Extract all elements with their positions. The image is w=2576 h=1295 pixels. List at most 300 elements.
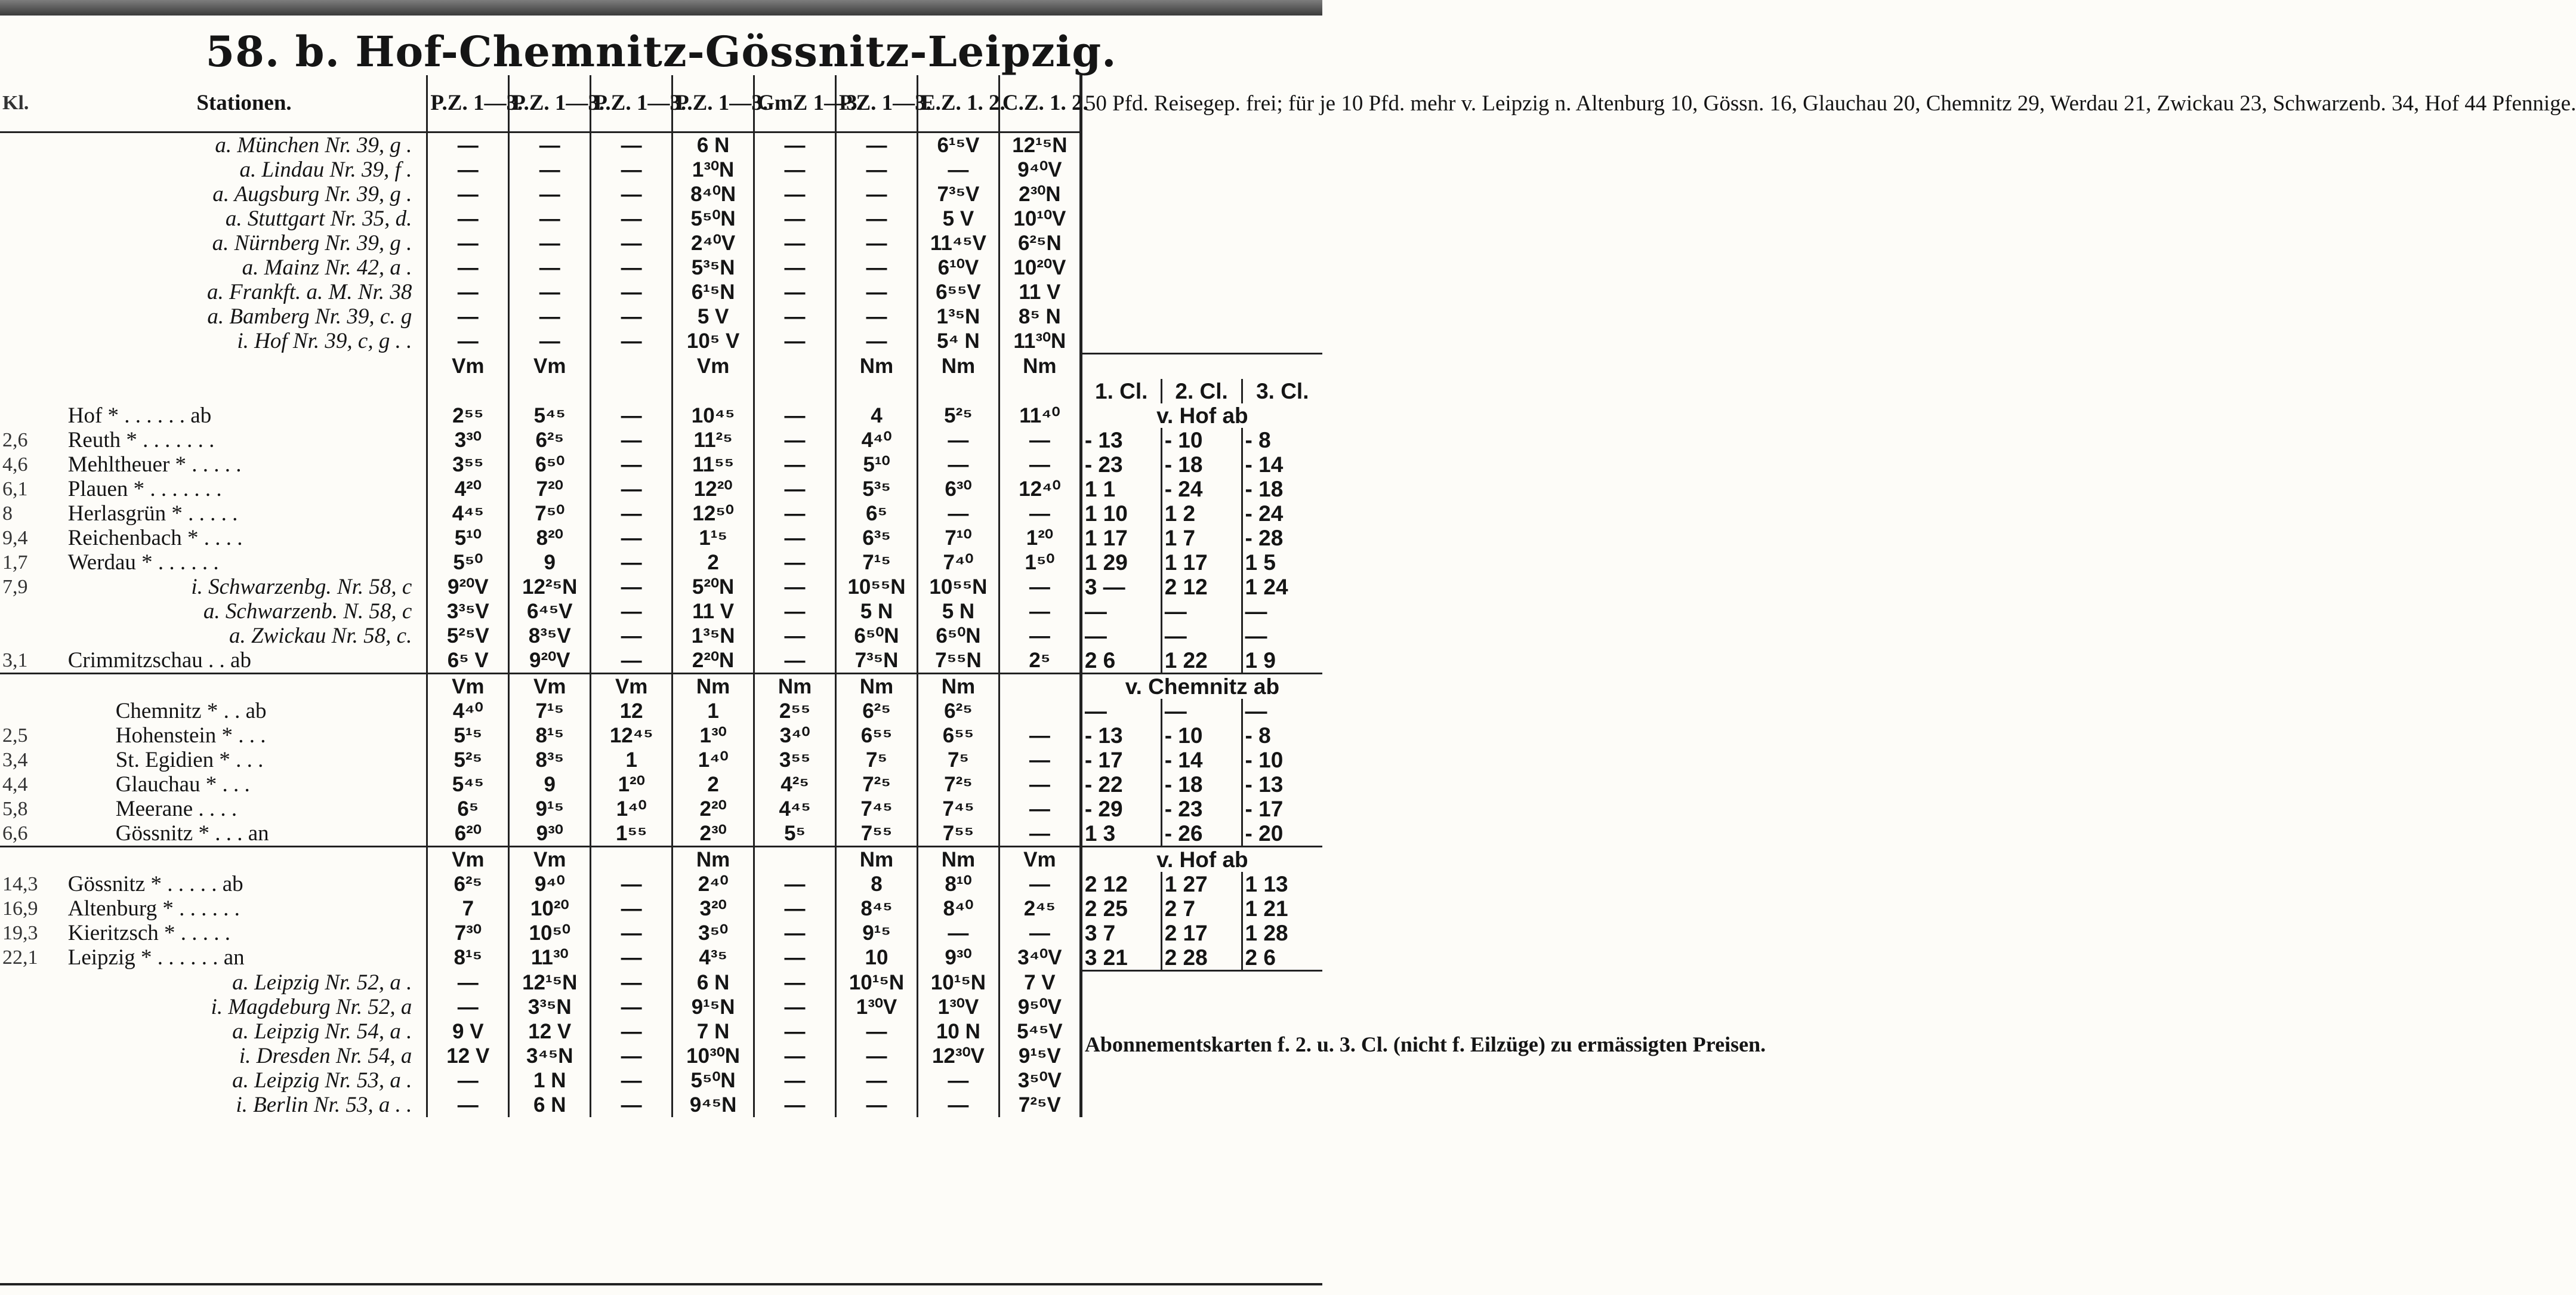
time-cell: 6²⁵N — [999, 231, 1081, 255]
daypart-cell: Nm — [917, 673, 999, 699]
time-cell: 5²⁵V — [427, 624, 509, 648]
time-cell: 1 — [591, 748, 672, 772]
time-cell: 7⁵⁵N — [917, 648, 999, 674]
time-cell: — — [917, 1093, 999, 1117]
fare-cell: - 18 — [1242, 477, 1322, 501]
station-cell: Mehltheuer * . . . . . — [67, 452, 242, 477]
km-cell — [0, 1019, 62, 1044]
time-cell: — — [591, 599, 672, 624]
time-cell — [427, 379, 509, 403]
time-cell: 6²⁵ — [917, 699, 999, 723]
station-cell: Gössnitz * . . . an — [115, 821, 269, 846]
km-cell: 4,6 — [2, 453, 28, 476]
time-cell: 3³⁵V — [427, 599, 509, 624]
time-cell: — — [591, 550, 672, 575]
fare-cell: 1 9 — [1242, 648, 1322, 674]
connection-row — [0, 132, 1322, 158]
time-cell: — — [427, 255, 509, 280]
time-cell: — — [591, 477, 672, 501]
km-cell — [0, 329, 62, 353]
time-cell: 3⁵⁰V — [999, 1068, 1081, 1093]
time-cell: 8⁴⁰N — [672, 182, 754, 206]
time-cell: — — [754, 255, 836, 280]
station-cell — [62, 846, 427, 872]
stations-header: Stationen. — [62, 75, 427, 132]
time-cell: — — [836, 1068, 918, 1093]
km-cell: 19,3 — [2, 921, 38, 944]
time-cell: — — [754, 477, 836, 501]
station-cell: a. Frankft. a. M. Nr. 38 — [207, 280, 412, 304]
station-row — [0, 945, 1322, 971]
time-cell: 1³⁰ — [672, 723, 754, 748]
time-cell: 3⁵⁵ — [754, 748, 836, 772]
fare-cell: 1 27 — [1161, 872, 1242, 896]
time-cell: 5³⁵N — [672, 255, 754, 280]
fare-cell: - 20 — [1242, 821, 1322, 847]
time-cell: 7 — [427, 896, 509, 921]
km-cell — [0, 673, 62, 699]
km-cell: 2,5 — [2, 724, 28, 747]
time-cell: 6⁵ V — [427, 648, 509, 674]
time-cell: — — [591, 896, 672, 921]
daypart-row — [0, 673, 1322, 699]
km-cell — [0, 158, 62, 182]
train-header: E.Z. 1. 2. — [917, 75, 999, 132]
time-cell: — — [591, 231, 672, 255]
station-cell: i. Berlin Nr. 53, a . . — [236, 1093, 412, 1117]
fare-cell: 1 2 — [1161, 501, 1242, 526]
time-cell: — — [754, 304, 836, 329]
time-cell: 4⁴⁰ — [427, 699, 509, 723]
time-cell: 8²⁰ — [509, 526, 591, 550]
station-cell: a. Stuttgart Nr. 35, d. — [225, 206, 412, 231]
km-cell: 9,4 — [2, 526, 28, 549]
km-cell — [0, 1068, 62, 1093]
fare-cell: - 26 — [1161, 821, 1242, 847]
time-cell: — — [754, 550, 836, 575]
time-cell: 6 N — [672, 970, 754, 995]
time-cell: — — [591, 158, 672, 182]
fare-class-header: 1. Cl. — [1081, 379, 1161, 403]
time-cell: — — [427, 132, 509, 158]
time-cell: — — [754, 526, 836, 550]
station-cell: Reichenbach * . . . . — [67, 525, 243, 550]
time-cell: — — [591, 995, 672, 1019]
fare-cell: 1 5 — [1242, 550, 1322, 575]
station-cell: Crimmitzschau . . ab — [67, 648, 251, 673]
km-cell: 2,6 — [2, 428, 28, 451]
station-cell: Chemnitz * . . ab — [115, 698, 267, 723]
fare-cell: 2 6 — [1081, 648, 1161, 674]
fare-cell: - 17 — [1242, 797, 1322, 821]
km-header: Kl. — [0, 75, 62, 132]
fare-cell: — — [1242, 699, 1322, 723]
time-cell: 7¹⁵ — [836, 550, 918, 575]
time-cell: 12 V — [509, 1019, 591, 1044]
km-cell — [0, 280, 62, 304]
time-cell: 6⁴⁵V — [509, 599, 591, 624]
km-cell: 6,6 — [2, 822, 28, 844]
time-cell: 7⁵⁵ — [836, 821, 918, 847]
time-cell: — — [427, 1093, 509, 1117]
time-cell: 7¹⁵ — [509, 699, 591, 723]
km-cell: 3,4 — [2, 748, 28, 771]
time-cell — [509, 379, 591, 403]
fare-cell: - 14 — [1242, 452, 1322, 477]
time-cell: 2⁴⁵ — [999, 896, 1081, 921]
time-cell: 6²⁵ — [427, 872, 509, 896]
time-cell: — — [754, 452, 836, 477]
time-cell: 2³⁰N — [999, 182, 1081, 206]
train-header: P.Z. 1—3. — [836, 75, 918, 132]
fare-cell: 1 28 — [1242, 921, 1322, 945]
time-cell: 11³⁰N — [999, 329, 1081, 353]
fare-cell: - 8 — [1242, 723, 1322, 748]
time-cell: 7³⁵V — [917, 182, 999, 206]
time-cell: — — [591, 945, 672, 971]
time-cell: 9¹⁵ — [836, 921, 918, 945]
fare-cell: - 22 — [1081, 772, 1161, 797]
time-cell: 2 — [672, 772, 754, 797]
time-cell — [836, 379, 918, 403]
fare-cell: — — [1242, 599, 1322, 624]
time-cell: — — [591, 624, 672, 648]
time-cell: 6⁵⁰N — [836, 624, 918, 648]
time-cell — [917, 379, 999, 403]
time-cell: 10⁵ V — [672, 329, 754, 353]
daypart-cell: Nm — [836, 846, 918, 872]
km-cell — [0, 379, 62, 403]
station-row — [0, 575, 1322, 599]
train-header: C.Z. 1. 2. — [999, 75, 1081, 132]
time-cell: 9⁴⁰V — [999, 158, 1081, 182]
fare-cell: 2 17 — [1161, 921, 1242, 945]
time-cell: — — [836, 1019, 918, 1044]
time-cell: 7¹⁰ — [917, 526, 999, 550]
time-cell: 9³⁰ — [509, 821, 591, 847]
time-cell: 12 — [591, 699, 672, 723]
station-row — [0, 699, 1322, 723]
time-cell: 9²⁰V — [509, 648, 591, 674]
time-cell: — — [754, 599, 836, 624]
time-cell: 5 V — [672, 304, 754, 329]
time-cell: 4 — [836, 403, 918, 428]
time-cell: 12³⁰V — [917, 1044, 999, 1068]
time-cell: 2²⁰ — [672, 797, 754, 821]
time-cell: — — [509, 182, 591, 206]
time-cell: 2⁵⁵ — [427, 403, 509, 428]
station-cell: a. Augsburg Nr. 39, g . — [212, 182, 412, 206]
time-cell: 7⁴⁵ — [917, 797, 999, 821]
time-cell: 6⁵ — [427, 797, 509, 821]
time-cell: 6⁵⁵ — [917, 723, 999, 748]
time-cell: 7²⁵ — [836, 772, 918, 797]
station-cell: Herlasgrün * . . . . . — [67, 501, 238, 526]
fare-cell: - 13 — [1081, 723, 1161, 748]
daypart-cell: Nm — [917, 353, 999, 379]
time-cell: 5³⁵ — [836, 477, 918, 501]
time-cell: 9³⁰ — [917, 945, 999, 971]
station-row — [0, 428, 1322, 452]
fare-cell: - 10 — [1161, 428, 1242, 452]
time-cell: 12⁴⁵ — [591, 723, 672, 748]
time-cell: 2⁴⁰V — [672, 231, 754, 255]
time-cell: — — [754, 428, 836, 452]
station-row — [0, 403, 1322, 428]
time-cell: — — [999, 921, 1081, 945]
time-cell: 6²⁵ — [836, 699, 918, 723]
time-cell: — — [836, 329, 918, 353]
fare-from-chemnitz: v. Chemnitz ab — [1081, 673, 1322, 699]
time-cell: 2²⁰N — [672, 648, 754, 674]
time-cell: — — [754, 158, 836, 182]
time-cell: — — [509, 280, 591, 304]
time-cell: — — [591, 575, 672, 599]
time-cell: — — [591, 428, 672, 452]
time-cell: 7⁴⁵ — [836, 797, 918, 821]
daypart-cell: Vm — [509, 353, 591, 379]
train-header: GmZ 1—3. — [754, 75, 836, 132]
time-cell: 4²⁰ — [427, 477, 509, 501]
fare-cell: - 10 — [1242, 748, 1322, 772]
time-cell: — — [591, 501, 672, 526]
time-cell: 6¹⁰V — [917, 255, 999, 280]
time-cell: 6 N — [672, 132, 754, 158]
train-header: P.Z. 1—3. — [509, 75, 591, 132]
time-cell: — — [754, 403, 836, 428]
time-cell: 9¹⁵V — [999, 1044, 1081, 1068]
time-cell: — — [591, 255, 672, 280]
time-cell: 4⁴⁰ — [836, 428, 918, 452]
time-cell: 9 — [509, 772, 591, 797]
time-cell: — — [591, 206, 672, 231]
km-cell: 1,7 — [2, 551, 28, 574]
time-cell: — — [999, 599, 1081, 624]
fare-cell: — — [1161, 699, 1242, 723]
station-cell: Plauen * . . . . . . . — [67, 476, 222, 501]
km-cell: 22,1 — [2, 946, 38, 969]
time-cell: 1⁴⁰ — [672, 748, 754, 772]
time-cell: 2⁵⁵ — [754, 699, 836, 723]
time-cell: 10⁵⁵N — [836, 575, 918, 599]
time-cell: — — [999, 797, 1081, 821]
time-cell: 3⁴⁰V — [999, 945, 1081, 971]
km-cell — [0, 132, 62, 158]
time-cell: 6³⁵ — [836, 526, 918, 550]
time-cell: — — [754, 1068, 836, 1093]
daypart-cell: Nm — [754, 673, 836, 699]
km-cell: 5,8 — [2, 797, 28, 820]
station-row — [0, 748, 1322, 772]
time-cell: 11 V — [672, 599, 754, 624]
time-cell: 4³⁵ — [672, 945, 754, 971]
time-cell: — — [591, 280, 672, 304]
time-cell: — — [917, 921, 999, 945]
daypart-cell: Vm — [509, 673, 591, 699]
time-cell — [591, 379, 672, 403]
time-cell: 12¹⁵N — [999, 132, 1081, 158]
daypart-row — [0, 353, 1322, 379]
time-cell: — — [591, 403, 672, 428]
time-cell: 6³⁰ — [917, 477, 999, 501]
time-cell: — — [917, 428, 999, 452]
time-cell: 5²⁰N — [672, 575, 754, 599]
km-cell — [0, 353, 62, 379]
station-row — [0, 821, 1322, 847]
time-cell: 10²⁰V — [999, 255, 1081, 280]
fare-from-hof: v. Hof ab — [1081, 403, 1322, 428]
time-cell: 11⁵⁵ — [672, 452, 754, 477]
time-cell: — — [754, 872, 836, 896]
time-cell: 3⁵⁵ — [427, 452, 509, 477]
time-cell: — — [754, 970, 836, 995]
time-cell: — — [917, 1068, 999, 1093]
time-cell: 7 N — [672, 1019, 754, 1044]
time-cell: 11⁴⁵V — [917, 231, 999, 255]
time-cell — [672, 379, 754, 403]
time-cell: 5⁵⁰N — [672, 206, 754, 231]
time-cell: — — [509, 158, 591, 182]
time-cell: — — [999, 452, 1081, 477]
time-cell: 6⁵⁵V — [917, 280, 999, 304]
station-cell: a. München Nr. 39, g . — [215, 133, 412, 158]
time-cell: 11 V — [999, 280, 1081, 304]
time-cell: — — [754, 624, 836, 648]
time-cell: — — [509, 132, 591, 158]
time-cell: — — [754, 501, 836, 526]
time-cell: — — [591, 1044, 672, 1068]
time-cell: — — [591, 304, 672, 329]
time-cell: 11²⁵ — [672, 428, 754, 452]
daypart-cell: Vm — [427, 673, 509, 699]
time-cell — [999, 379, 1081, 403]
time-cell: — — [836, 231, 918, 255]
time-cell: 10⁵⁰ — [509, 921, 591, 945]
daypart-cell — [754, 353, 836, 379]
time-cell: — — [999, 872, 1081, 896]
time-cell: 1¹⁵ — [672, 526, 754, 550]
daypart-cell: Nm — [836, 353, 918, 379]
time-cell: — — [509, 255, 591, 280]
km-cell — [0, 231, 62, 255]
station-row — [0, 772, 1322, 797]
time-cell: 1³⁰V — [917, 995, 999, 1019]
time-cell: 10⁴⁵ — [672, 403, 754, 428]
time-cell: 10 — [836, 945, 918, 971]
time-cell: 3⁴⁰ — [754, 723, 836, 748]
time-cell: — — [427, 304, 509, 329]
fare-cell: 3 — — [1081, 575, 1161, 599]
time-cell: 9 — [509, 550, 591, 575]
station-cell: a. Zwickau Nr. 58, c. — [229, 623, 412, 648]
station-cell — [62, 379, 427, 403]
station-row — [0, 896, 1322, 921]
fare-cell: - 10 — [1161, 723, 1242, 748]
time-cell: — — [754, 182, 836, 206]
station-cell: St. Egidien * . . . — [115, 747, 264, 772]
time-cell: 6⁵⁰ — [509, 452, 591, 477]
time-cell: 4⁴⁵ — [754, 797, 836, 821]
time-cell: — — [917, 501, 999, 526]
time-cell: — — [917, 452, 999, 477]
km-cell: 6,1 — [2, 477, 28, 500]
fare-cell: — — [1242, 624, 1322, 648]
fare-cell: - 23 — [1081, 452, 1161, 477]
station-cell: Reuth * . . . . . . . — [67, 427, 215, 452]
fare-cell: 1 3 — [1081, 821, 1161, 847]
station-cell: Glauchau * . . . — [115, 772, 250, 797]
time-cell: 10¹⁵N — [836, 970, 918, 995]
fare-cell: - 8 — [1242, 428, 1322, 452]
time-cell: 5⁴ N — [917, 329, 999, 353]
time-cell: 5⁴⁵ — [427, 772, 509, 797]
time-cell: — — [754, 896, 836, 921]
baggage-note: 50 Pfd. Reisegep. frei; für je 10 Pfd. mehr v. Leipzig n. Altenburg 10, Gössn. 16, Glauchau 20, Chemnitz 29, Werdau 21, Zwickau 23, Schwarzenb. 34, Hof 44 Pfennige. — [1081, 75, 1322, 132]
time-cell: 6⁵⁵ — [836, 723, 918, 748]
time-cell: 6²⁰ — [427, 821, 509, 847]
time-cell: 7²⁵ — [917, 772, 999, 797]
time-cell: 8¹⁰ — [917, 872, 999, 896]
time-cell: — — [754, 231, 836, 255]
time-cell: 4²⁵ — [754, 772, 836, 797]
km-cell — [0, 304, 62, 329]
time-cell: 11³⁰ — [509, 945, 591, 971]
time-cell: 1⁵⁰ — [999, 550, 1081, 575]
fare-cell: 1 17 — [1081, 526, 1161, 550]
fare-title — [1081, 353, 1322, 379]
station-cell: Altenburg * . . . . . . — [67, 896, 240, 921]
daypart-cell: Nm — [672, 846, 754, 872]
time-cell: 7⁴⁰ — [917, 550, 999, 575]
km-cell: 8 — [2, 502, 13, 525]
time-cell: — — [591, 329, 672, 353]
daypart-cell: Nm — [836, 673, 918, 699]
station-cell: Hof * . . . . . . ab — [67, 403, 212, 428]
station-cell: Werdau * . . . . . . — [67, 550, 219, 575]
time-cell: — — [591, 526, 672, 550]
station-cell: Gössnitz * . . . . . ab — [67, 871, 243, 896]
station-row — [0, 452, 1322, 477]
time-cell: — — [836, 255, 918, 280]
fare-cell: - 29 — [1081, 797, 1161, 821]
km-cell — [0, 699, 62, 723]
time-cell: 7⁵ — [836, 748, 918, 772]
time-cell: — — [754, 1093, 836, 1117]
time-cell: 5 V — [917, 206, 999, 231]
station-cell: a. Bamberg Nr. 39, c. g — [207, 304, 412, 329]
time-cell: 5⁴⁵V — [999, 1019, 1081, 1044]
time-cell: 12²⁰ — [672, 477, 754, 501]
station-row — [0, 921, 1322, 945]
time-cell: 5¹⁵ — [427, 723, 509, 748]
note-spacer — [1081, 132, 1322, 354]
km-cell — [0, 182, 62, 206]
time-cell: 9⁴⁵N — [672, 1093, 754, 1117]
time-cell: — — [591, 452, 672, 477]
fare-cell: — — [1081, 599, 1161, 624]
time-cell: — — [591, 132, 672, 158]
time-cell: 5²⁵ — [427, 748, 509, 772]
time-cell: 8³⁵ — [509, 748, 591, 772]
fare-cell: - 18 — [1161, 452, 1242, 477]
station-cell: i. Hof Nr. 39, c, g . . — [237, 329, 412, 353]
time-cell: 5⁴⁵ — [509, 403, 591, 428]
station-row — [0, 550, 1322, 575]
time-cell: 3³⁵N — [509, 995, 591, 1019]
time-cell: — — [754, 280, 836, 304]
station-cell — [62, 673, 427, 699]
km-cell — [0, 624, 62, 648]
